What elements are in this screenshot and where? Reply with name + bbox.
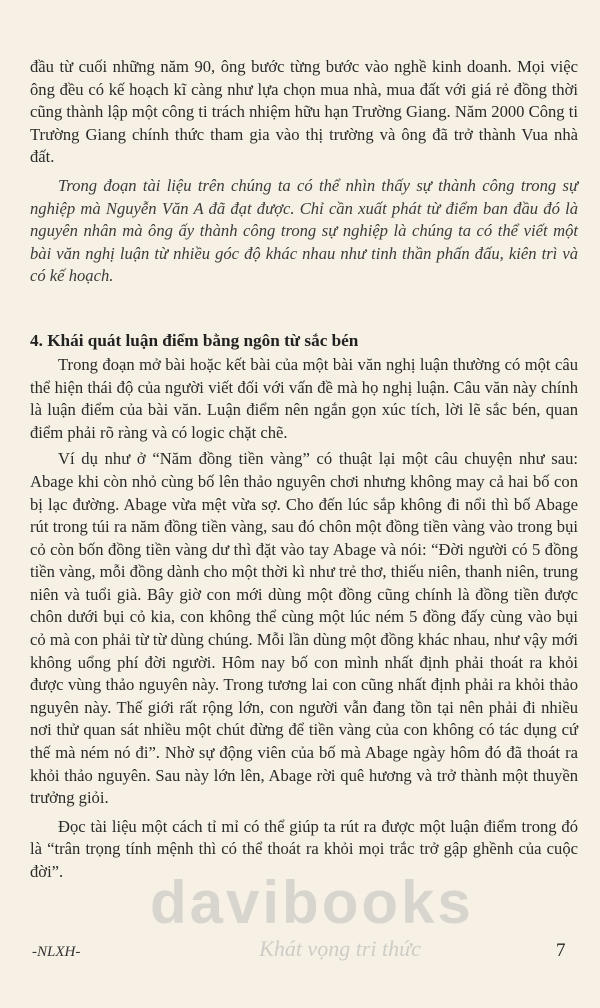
section-heading: 4. Khái quát luận điểm bằng ngôn từ sắc bén — [30, 330, 359, 350]
footer-label: -NLXH- — [32, 944, 81, 960]
paragraph-2: Trong đoạn mở bài hoặc kết bài của một bài văn nghị luận thường có một câu thể hiện thái độ của người viết đối với vấn đề mà họ nghị luận. Câu văn này chính là luận điểm của bài văn. Luận điểm nên ngắn gọn xúc tích, lời lẽ sắc bén, quan điểm phải rõ ràng và có logic chặt chẽ. — [30, 354, 578, 442]
watermark-tagline: Khát vọng tri thức — [259, 936, 421, 961]
paragraph-3: Ví dụ như ở “Năm đồng tiền vàng” có thuật lại một câu chuyện như sau: Abage khi còn nhỏ cùng bố lên thảo nguyên chơi nhưng không may cả hai bố con bị lạc đường. Abage vừa mệt vừa sợ. Cho đến lúc sắp không đi nổi thì bố Abage rút trong túi ra năm đồng tiền vàng, sau đó chôn một đồng tiền vàng vào trong bụi cỏ còn bốn đồng tiền vàng dư thì đặt vào tay Abage và nói: “Đời người có 5 đồng tiền vàng, mỗi đồng dành cho một thời kì như trẻ thơ, thiếu niên, thanh niên, trung niên và tuổi già. Bây giờ con mới dùng một đồng cũng chính là đồng tiền được chôn dưới bụi cỏ kia, con không thể cùng một lúc ném 5 đồng đấy cùng vào bụi cỏ mà con phải từ từ dùng chúng. Mỗi lần dùng một đồng khác nhau, như vậy mới không uổng phí đời người. Hôm nay bố con mình nhất định phải thoát ra khỏi được vùng thảo nguyên này. Trong tương lai con cũng nhất định phải ra khỏi thảo nguyên này. Thế giới rất rộng lớn, con người vẫn đang tồn tại nên phải đi nhiều nơi thử quan sát nhiều một chút đừng để tiền vàng của con không có tác dụng cứ thế mà ném nó đi”. Nhờ sự động viên của bố mà Abage ngày hôm đó đã thoát ra khỏi thảo nguyên. Sau này lớn lên, Abage rời quê hương và trở thành một thuyền trưởng giỏi. — [30, 449, 578, 808]
paragraph-1: đầu từ cuối những năm 90, ông bước từng bước vào nghề kinh doanh. Mọi việc ông đều có kế hoạch kĩ càng như lựa chọn mua nhà, mua đất với giá rẻ đồng thời cũng thành lập một công ti trách nhiệm hữu hạn Trường Giang. Năm 2000 Công ti Trường Giang chính thức tham gia vào thị trường và ông đã trở thành Vua nhà đất. — [30, 57, 578, 167]
page-number: 7 — [556, 940, 566, 961]
watermark-logo: davibooks — [150, 869, 474, 936]
page-content — [30, 56, 578, 884]
paragraph-4: Đọc tài liệu một cách tỉ mỉ có thể giúp ta rút ra được một luận điểm trong đó là “trân trọng tính mệnh thì có thể thoát ra khỏi mọi trắc trở gập ghềnh của cuộc đời”. — [30, 816, 578, 881]
italic-commentary: Trong đoạn tài liệu trên chúng ta có thể nhìn thấy sự thành công trong sự nghiệp mà Nguyễn Văn A đã đạt được. Chỉ cần xuất phát từ điểm ban đầu đó là nguyên nhân mà ông ấy thành công trong sự nghiệp là chúng ta có thể viết một bài văn nghị luận từ nhiều góc độ khác nhau như tinh thần phấn đấu, kiên trì và có kế hoạch. — [30, 175, 578, 286]
